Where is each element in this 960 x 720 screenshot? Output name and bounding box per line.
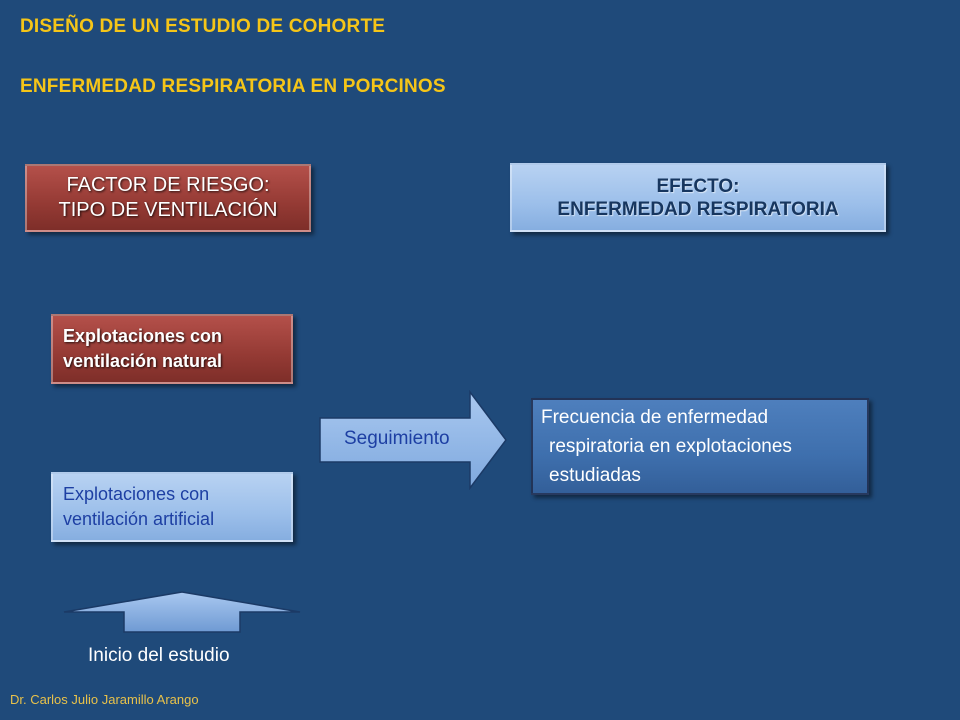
slide-subtitle: ENFERMEDAD RESPIRATORIA EN PORCINOS bbox=[20, 76, 446, 97]
effect-line2: ENFERMEDAD RESPIRATORIA bbox=[557, 198, 839, 220]
risk-factor-line1: FACTOR DE RIESGO: bbox=[66, 174, 270, 196]
natural-ventilation-box bbox=[51, 314, 293, 384]
frequency-line3: estudiadas bbox=[549, 465, 641, 486]
artificial-ventilation-box bbox=[51, 472, 293, 542]
artificial-line1: Explotaciones con bbox=[63, 484, 210, 504]
effect-line1: EFECTO: bbox=[656, 175, 740, 197]
frequency-line1: Frecuencia de enfermedad bbox=[541, 407, 769, 428]
disease-frequency-box bbox=[531, 398, 869, 495]
frequency-line2: respiratoria en explotaciones bbox=[549, 436, 792, 457]
author-credit: Dr. Carlos Julio Jaramillo Arango bbox=[10, 692, 199, 707]
natural-line2: ventilación natural bbox=[63, 351, 223, 371]
follow-up-label: Seguimiento bbox=[344, 428, 450, 449]
risk-factor-line2: TIPO DE VENTILACIÓN bbox=[58, 199, 278, 221]
study-start-arrow-icon bbox=[62, 590, 302, 634]
artificial-line2: ventilación artificial bbox=[63, 509, 215, 529]
risk-factor-box bbox=[25, 164, 311, 232]
natural-line1: Explotaciones con bbox=[63, 326, 223, 346]
study-start-label: Inicio del estudio bbox=[88, 645, 230, 666]
effect-box bbox=[510, 163, 886, 232]
slide-title: DISEÑO DE UN ESTUDIO DE COHORTE bbox=[20, 16, 386, 37]
